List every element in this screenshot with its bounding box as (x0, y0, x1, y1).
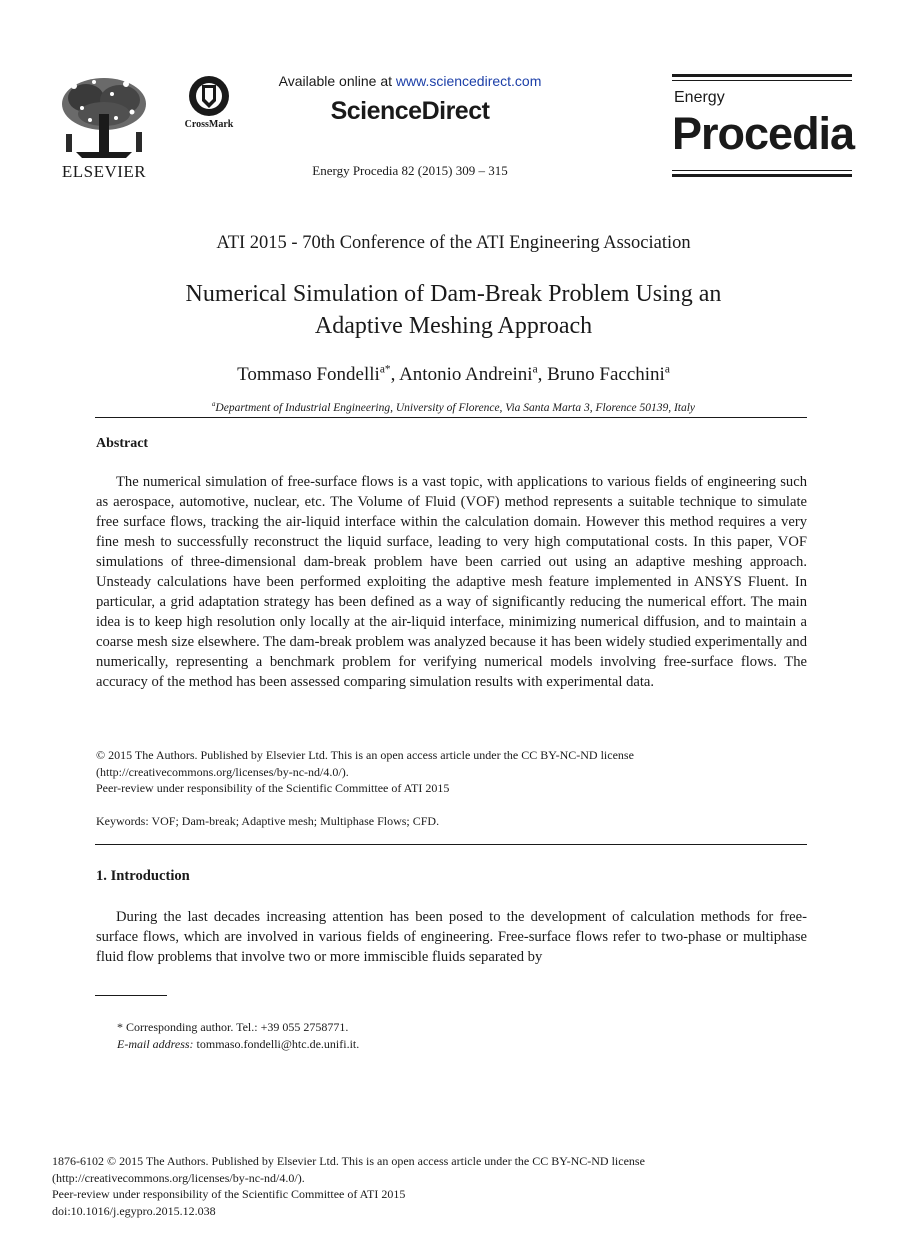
page-footer (52, 1153, 852, 1219)
author-affiliation-mark: a* (379, 363, 391, 376)
email-address[interactable]: tommaso.fondelli@htc.de.unifi.it. (193, 1036, 360, 1051)
issn-license-line: 1876-6102 © 2015 The Authors. Published by Elsevier Ltd. This is an open access article under the CC BY-NC-ND license (52, 1154, 645, 1168)
logo-rule-top-thin (672, 80, 852, 81)
email-note (117, 1036, 807, 1053)
affiliation-mark: a (211, 401, 216, 409)
license-statement: © 2015 The Authors. Published by Elsevier Ltd. This is an open access article under the CC BY-NC-ND license (96, 748, 634, 762)
paper-title-line-1: Numerical Simulation of Dam-Break Problem Using an (185, 281, 722, 307)
sciencedirect-link[interactable]: www.sciencedirect.com (395, 73, 542, 89)
header-divider (95, 417, 807, 418)
affiliation (0, 402, 907, 414)
doi[interactable]: doi:10.1016/j.egypro.2015.12.038 (52, 1203, 216, 1218)
section-heading-introduction: 1. Introduction (96, 868, 190, 884)
introduction-body: During the last decades increasing attention has been posed to the development of calculation methods for free-surface flows, which are involved in various fields of engineering. Free-surface flows refer to two-phase or multiphase fluid flow problems that involve two or more immiscible fluids separated by (96, 909, 807, 965)
journal-reference: Energy Procedia 82 (2015) 309 – 315 (312, 163, 508, 178)
license-url-line (96, 764, 807, 781)
available-online-prefix: Available online at (278, 73, 396, 89)
elsevier-wordmark: ELSEVIER (61, 162, 147, 181)
footer-license-url-line (52, 1170, 852, 1187)
keywords: Keywords: VOF; Dam-break; Adaptive mesh; Multiphase Flows; CFD. (96, 814, 440, 828)
footer-paren-close: ). (297, 1170, 305, 1185)
elsevier-tree-icon (56, 74, 152, 162)
license-link[interactable]: http://creativecommons.org/licenses/by-nc-nd/4.0/ (100, 764, 342, 779)
sciencedirect-logo: ScienceDirect (330, 97, 490, 125)
author-list (0, 364, 907, 386)
footnote-divider (95, 995, 167, 996)
author-affiliation-mark: a (664, 363, 670, 376)
logo-rule-bottom (672, 174, 852, 177)
logo-rule-bottom-thin (672, 170, 852, 171)
abstract-divider (95, 844, 807, 845)
logo-rule-top (672, 74, 852, 77)
footer-peer-review: Peer-review under responsibility of the Scientific Committee of ATI 2015 (52, 1187, 406, 1201)
abstract-body: The numerical simulation of free-surface flows is a vast topic, with applications to various fields of engineering such as aerospace, automotive, nuclear, etc. The Volume of Fluid (VOF) method represents a suitable technique to simulate free surface flows, tracking the air-liquid interface within the calculation domain. However this method requires a very fine mesh to successfully reconstruct the liquid surface, leading to very high computational costs. In this paper, VOF simulations of three-dimensional dam-break problem have been carried out using an adaptive meshing approach. Unsteady calculations have been performed exploiting the adaptive mesh feature implemented in ANSYS Fluent. In particular, a grid adaptation strategy has been defined as a way of significantly reducing the numerical effort. The main idea is to keep high resolution only locally at the air-liquid interface, minimizing numerical diffusion, and to maintain a coarse mesh size elsewhere. The dam-break problem was analyzed because it has been widely studied experimentally and numerically, representing a benchmark problem for verifying numerical models involving free-surface flows. The accuracy of the method has been assessed comparing simulation results with experimental data. (96, 474, 807, 690)
affiliation-text: Department of Industrial Engineering, University of Florence, Via Santa Marta 3, Florence 50139, Italy (215, 402, 696, 414)
energy-procedia-logo (672, 74, 855, 179)
license-paren-open: ( (96, 764, 100, 779)
footer-paren-open: ( (52, 1170, 56, 1185)
elsevier-logo (56, 74, 152, 182)
crossmark-label: CrossMark (184, 119, 234, 130)
crossmark-logo[interactable] (180, 75, 238, 135)
license-paren-close: ). (341, 764, 349, 779)
available-online-line (265, 73, 555, 89)
abstract-heading: Abstract (96, 436, 149, 451)
paper-title (100, 278, 807, 342)
footer-license-link[interactable]: http://creativecommons.org/licenses/by-nc-nd/4.0/ (56, 1170, 298, 1185)
footnote (117, 1019, 807, 1052)
email-label: E-mail address: (117, 1036, 194, 1051)
corresponding-author-note: * Corresponding author. Tel.: +39 055 2758771. (117, 1020, 349, 1034)
conference-name: ATI 2015 - 70th Conference of the ATI Engineering Association (216, 233, 691, 253)
author-name: Antonio Andreini (399, 364, 533, 385)
author-name: Tommaso Fondelli (237, 364, 380, 385)
abstract-license-block (96, 747, 807, 797)
crossmark-icon (180, 75, 238, 119)
journal-brand-large: Procedia (672, 108, 855, 159)
journal-brand-small: Energy (674, 89, 725, 106)
author-separator: , (390, 364, 400, 385)
peer-review-statement: Peer-review under responsibility of the Scientific Committee of ATI 2015 (96, 781, 450, 795)
author-affiliation-mark: a (532, 363, 538, 376)
paper-title-line-2: Adaptive Meshing Approach (314, 313, 593, 339)
author-separator: , (537, 364, 548, 385)
author-name: Bruno Facchini (547, 364, 665, 385)
